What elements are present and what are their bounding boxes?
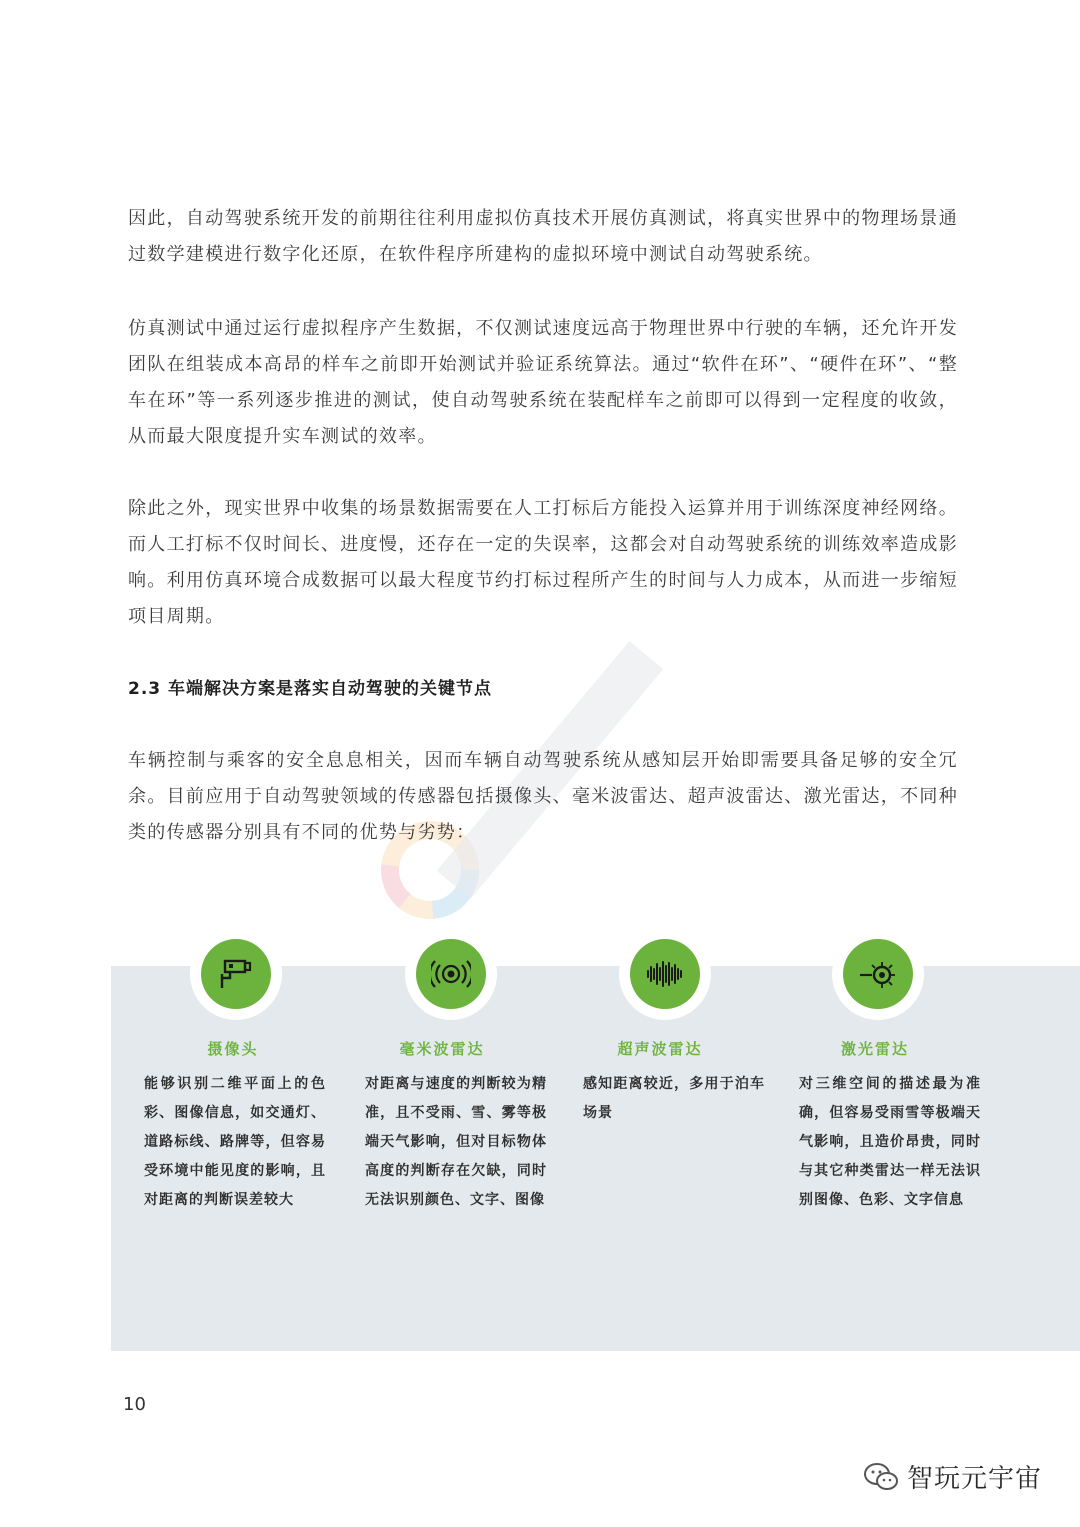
- sensor-title: 激光雷达: [840, 1040, 909, 1058]
- sensor-icon-badge: [832, 928, 924, 1020]
- sensor-description: 能够识别二维平面上的色彩、图像信息，如交通灯、道路标线、路牌等，但容易受环境中能见度的影响，且对距离的判断误差较大: [144, 1076, 326, 1208]
- laser-icon: [858, 954, 898, 994]
- sensor-title: 毫米波雷达: [399, 1040, 485, 1058]
- paragraph-simulation-testing: 仿真测试中通过运行虚拟程序产生数据，不仅测试速度远高于物理世界中行驶的车辆，还允许开发团队在组装成本高昂的样车之前即开始测试并验证系统算法。通过“软件在环”、“硬件在环”、“整车在环”等一系列逐步推进的测试，使自动驾驶系统在装配样车之前即可以得到一定程度的收敛，从而最大限度提升实车测试的效率。: [128, 318, 958, 447]
- paragraph-simulation-intro: 因此，自动驾驶系统开发的前期往往利用虚拟仿真技术开展仿真测试，将真实世界中的物理场景通过数学建模进行数字化还原，在软件程序所建构的虚拟环境中测试自动驾驶系统。: [128, 208, 958, 265]
- camera-icon: [216, 954, 256, 994]
- sensor-description: 感知距离较近，多用于泊车场景: [583, 1076, 765, 1121]
- sensor-title: 超声波雷达: [617, 1040, 703, 1058]
- paragraph-data-labeling: 除此之外，现实世界中收集的场景数据需要在人工打标后方能投入运算并用于训练深度神经网络。而人工打标不仅时间长、进度慢，还存在一定的失误率，这都会对自动驾驶系统的训练效率造成影响。利用仿真环境合成数据可以最大程度节约打标过程所产生的时间与人力成本，从而进一步缩短项目周期。: [128, 498, 958, 627]
- radar-wave-icon: [431, 954, 471, 994]
- footer-brand: [863, 1458, 1042, 1495]
- sensor-icon-badge: [190, 928, 282, 1020]
- paragraph-sensors-intro: 车辆控制与乘客的安全息息相关，因而车辆自动驾驶系统从感知层开始即需要具备足够的安全冗余。目前应用于自动驾驶领域的传感器包括摄像头、毫米波雷达、超声波雷达、激光雷达，不同种类的传感器分别具有不同的优势与劣势：: [128, 750, 958, 843]
- section-heading: 2.3 车端解决方案是落实自动驾驶的关键节点: [128, 679, 493, 699]
- footer-brand-name: 智玩元宇宙: [906, 1464, 1042, 1494]
- sensor-title: 摄像头: [207, 1040, 259, 1058]
- wechat-icon: [863, 1462, 899, 1492]
- sensor-icon-badge: [619, 928, 711, 1020]
- sensor-icon-badge: [405, 928, 497, 1020]
- sound-wave-icon: [645, 954, 685, 994]
- page-number: 10: [123, 1394, 146, 1415]
- sensor-description: 对三维空间的描述最为准确，但容易受雨雪等极端天气影响，且造价昂贵，同时与其它种类雷达一样无法识别图像、色彩、文字信息: [799, 1076, 981, 1208]
- sensor-description: 对距离与速度的判断较为精准，且不受雨、雪、雾等极端天气影响，但对目标物体高度的判断存在欠缺，同时无法识别颜色、文字、图像: [365, 1076, 547, 1208]
